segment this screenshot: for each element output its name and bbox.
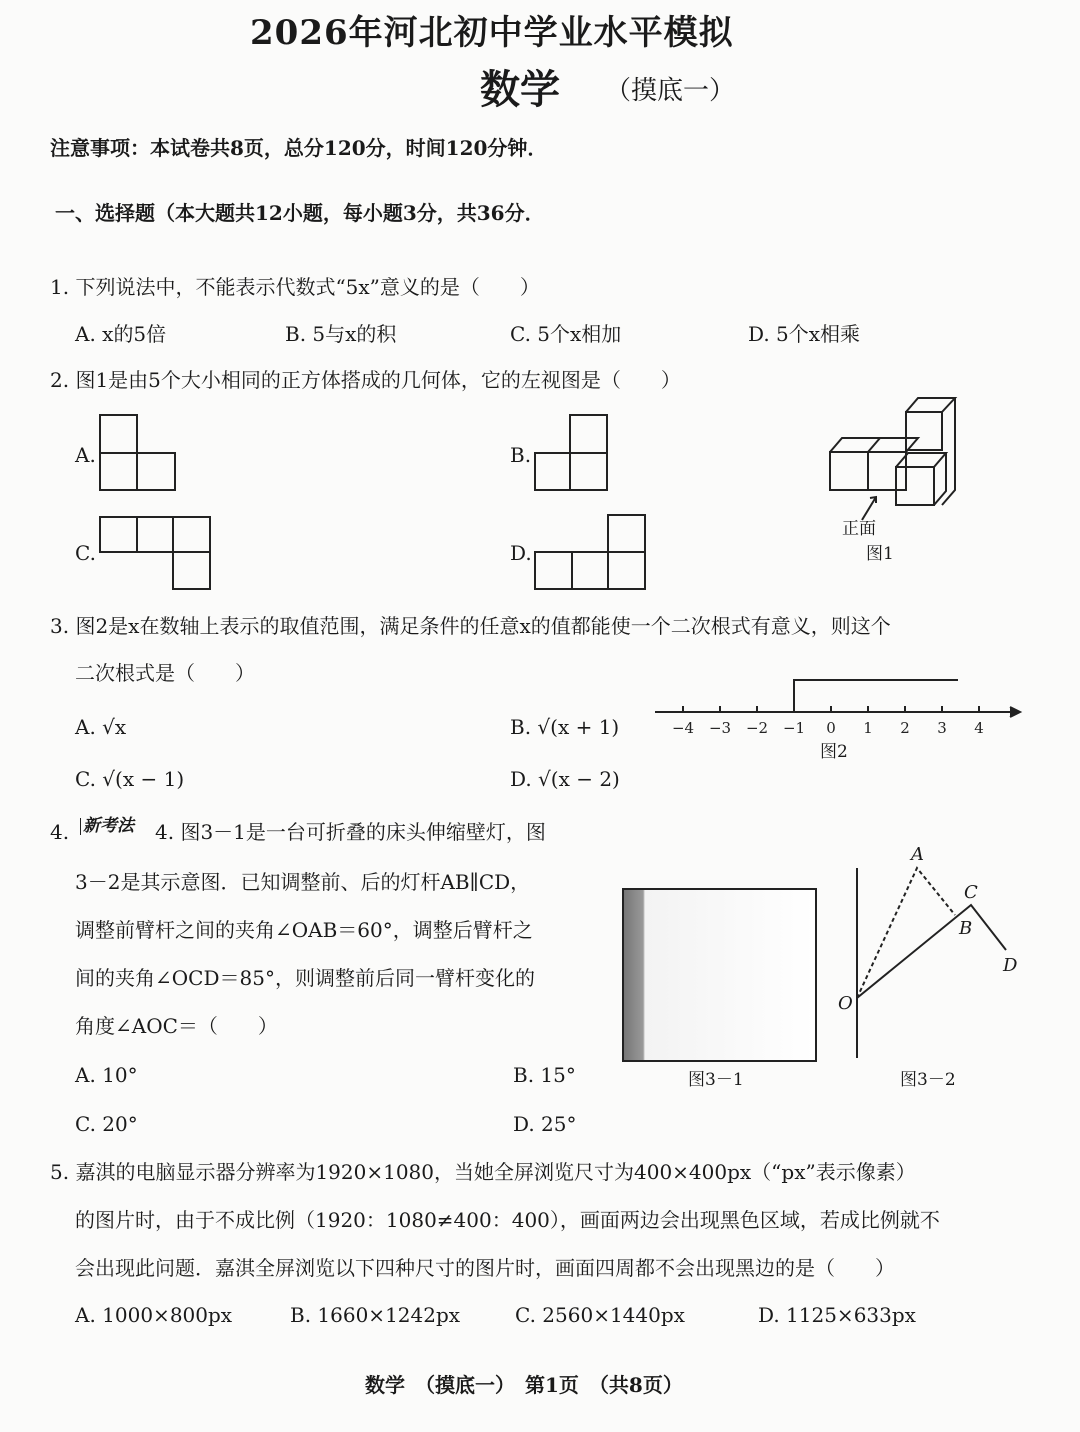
- figure-1-front-label: 正面: [842, 519, 876, 539]
- q4-stem-line5: 角度∠AOC＝（ ）: [75, 1014, 278, 1038]
- q4-option-a: A. 10°: [75, 1063, 138, 1087]
- tick-label: −3: [708, 719, 732, 737]
- section-heading: 一、选择题（本大题共12小题，每小题3分，共36分．: [55, 201, 545, 225]
- q3-option-d: D. √(x − 2): [510, 767, 620, 791]
- q3-option-c: C. √(x − 1): [75, 767, 185, 791]
- figure-3-1-caption: 图3－1: [688, 1070, 744, 1090]
- figure-1-caption: 图1: [866, 544, 894, 564]
- point-b-label: B: [959, 918, 973, 939]
- point-a-label: A: [911, 844, 924, 865]
- q5-option-d: D. 1125×633px: [758, 1303, 916, 1327]
- point-o-label: O: [838, 993, 853, 1014]
- new-method-badge: 新考法: [80, 818, 136, 835]
- q4-stem-line1: 4. 图3－1是一台可折叠的床头伸缩壁灯，图: [155, 820, 546, 844]
- q5-stem-line3: 会出现此问题．嘉淇全屏浏览以下四种尺寸的图片时，画面四周都不会出现黑边的是（ ）: [75, 1256, 895, 1280]
- q3-stem-line2: 二次根式是（ ）: [75, 661, 255, 685]
- tick-label: 3: [937, 719, 947, 737]
- tick-label: 1: [863, 719, 873, 737]
- notice: 注意事项：本试卷共8页，总分120分，时间120分钟．: [50, 136, 548, 160]
- figure-2-caption: 图2: [820, 742, 848, 762]
- edition-label: （摸底一）: [605, 76, 736, 106]
- q2-stem: 2. 图1是由5个大小相同的正方体搭成的几何体，它的左视图是（ ）: [50, 368, 681, 392]
- page-footer: 数学 （摸底一） 第1页 （共8页）: [365, 1373, 683, 1397]
- q4-stem-line3: 调整前臂杆之间的夹角∠OAB＝60°，调整后臂杆之: [75, 918, 533, 942]
- point-d-label: D: [1003, 955, 1018, 976]
- q1-option-c: C. 5个x相加: [510, 322, 622, 346]
- q5-option-c: C. 2560×1440px: [515, 1303, 685, 1327]
- q2-option-d: D.: [510, 541, 532, 565]
- q1-option-b: B. 5与x的积: [285, 322, 397, 346]
- subject-title: 数学: [480, 66, 560, 113]
- point-c-label: C: [964, 882, 978, 903]
- tick-label: −2: [745, 719, 769, 737]
- q4-number: 4.: [50, 820, 70, 844]
- q3-option-a: A. √x: [75, 715, 127, 739]
- q2-option-b: B.: [510, 443, 532, 467]
- q4-option-c: C. 20°: [75, 1112, 138, 1136]
- tick-label: 0: [826, 719, 836, 737]
- q5-stem-line2: 的图片时，由于不成比例（1920：1080≠400：400），画面两边会出现黑色区域，若成比例就不: [75, 1208, 940, 1232]
- q5-stem-line1: 5. 嘉淇的电脑显示器分辨率为1920×1080，当她全屏浏览尺寸为400×400px（“px”表示像素）: [50, 1160, 916, 1184]
- q4-stem-line4: 间的夹角∠OCD＝85°，则调整前后同一臂杆变化的: [75, 966, 535, 990]
- exam-title: 2026年河北初中学业水平模拟: [250, 13, 734, 53]
- q5-option-b: B. 1660×1242px: [290, 1303, 461, 1327]
- figure-3-2-caption: 图3－2: [900, 1070, 956, 1090]
- q1-option-d: D. 5个x相乘: [748, 322, 861, 346]
- q1-option-a: A. x的5倍: [75, 322, 167, 346]
- tick-label: −1: [782, 719, 806, 737]
- q2-option-c: C.: [75, 541, 96, 565]
- q1-stem: 1. 下列说法中，不能表示代数式“5x”意义的是（ ）: [50, 275, 540, 299]
- q3-option-b: B. √(x + 1): [510, 715, 620, 739]
- q3-stem-line1: 3. 图2是x在数轴上表示的取值范围，满足条件的任意x的值都能使一个二次根式有意义，则这个: [50, 614, 891, 638]
- tick-label: −4: [671, 719, 695, 737]
- tick-label: 2: [900, 719, 910, 737]
- q2-option-a: A.: [75, 443, 96, 467]
- q4-stem-line2: 3－2是其示意图．已知调整前、后的灯杆AB∥CD，: [75, 870, 531, 894]
- q4-option-d: D. 25°: [513, 1112, 577, 1136]
- tick-label: 4: [974, 719, 984, 737]
- q5-option-a: A. 1000×800px: [75, 1303, 233, 1327]
- q4-option-b: B. 15°: [513, 1063, 576, 1087]
